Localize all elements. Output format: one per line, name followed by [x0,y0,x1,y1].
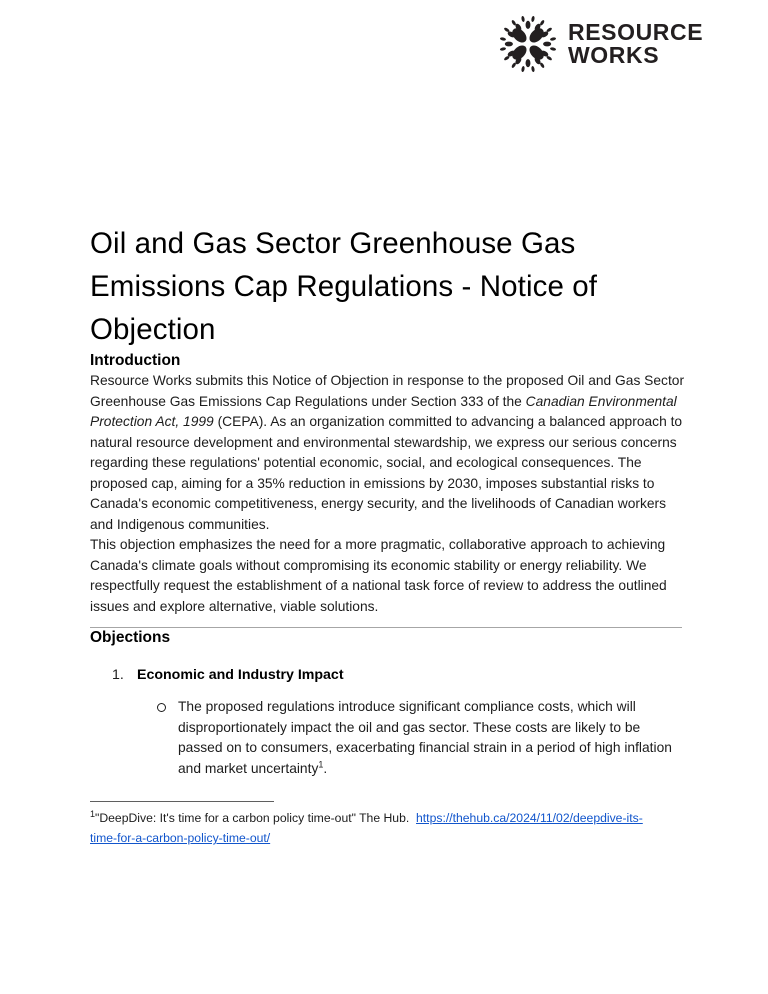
footnote-citation-text: "DeepDive: It's time for a carbon policy time-out" The Hub. [95,811,417,825]
objection-bullet-text [178,697,678,779]
introduction-paragraph-1 [90,371,690,535]
paragraph-text: (CEPA). As an organization committed to advancing a balanced approach to natural resource development and environmental stewardship, we express our serious concerns regarding these regulations' potential economic, social, and ecological consequences. The proposed cap, aiming for a 35% reduction in emissions by 2030, imposes substantial risks to Canada's economic competitiveness, energy security, and the livelihoods of Canadian workers and Indigenous communities. [90,414,683,532]
paragraph-text: Resource Works submits this Notice of Objection in response to the proposed Oil and Gas Sector Greenhouse Gas Emissions Cap Regulations under Section 333 of the [90,373,685,409]
bullet-text-body: The proposed regulations introduce significant compliance costs, which will disproportionately impact the oil and gas sector. These costs are likely to be passed on to consumers, exacerbating financial strain in a period of high inflation and market uncertainty [178,699,672,776]
italic-act-title: Canadian Environmental Protection Act, 1999 [90,393,677,429]
logo-line-1: RESOURCE [568,18,704,45]
footnote-reference-marker: 1 [318,758,324,769]
list-number: 1. [112,667,124,683]
bullet-text-suffix: . [323,760,328,776]
title-line-1: Oil and Gas Sector Greenhouse Gas [90,227,576,260]
hollow-circle-bullet-icon [157,703,166,712]
objection-bullet-1 [90,697,690,779]
logo-wordmark [568,18,704,68]
title-line-2: Emissions Cap Regulations - Notice of [90,270,598,303]
footnote-link-line-1: https://thehub.ca/2024/11/02/deepdive-its- [416,811,643,825]
objections-heading: Objections [90,629,171,646]
footnote [90,808,700,848]
footnote-number: 1 [90,808,96,819]
objection-item-1 [90,665,690,685]
logo-line-2: WORKS [568,42,660,68]
footnote-divider [90,801,274,802]
footnote-link-line-2: time-for-a-carbon-policy-time-out/ [90,831,271,845]
introduction-paragraph-2: This objection emphasizes the need for a more pragmatic, collaborative approach to achieving Canada's climate goals without compromising its economic stability or energy reliability. We respectfully request the establishment of a national task force of review to address the outlined issues and explore alternative, viable solutions. [90,537,667,614]
starburst-flower-icon [499,15,557,73]
objection-item-title: Economic and Industry Impact [137,667,344,683]
title-line-3: Objection [90,313,216,346]
resource-works-logo [499,15,703,73]
introduction-heading: Introduction [90,352,181,369]
